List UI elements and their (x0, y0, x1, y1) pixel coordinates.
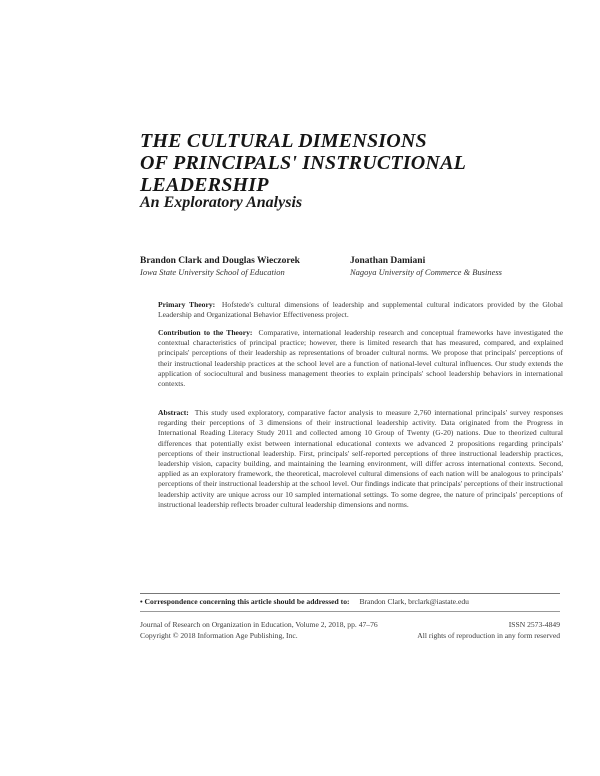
correspondence-email[interactable]: Brandon Clark, brclark@iastate.edu (359, 597, 469, 606)
author-block (140, 255, 340, 278)
author-block (350, 255, 560, 278)
article-title (140, 130, 560, 196)
primary-theory-section (158, 300, 563, 320)
author-name: Jonathan Damiani (350, 256, 426, 266)
contribution-section (158, 328, 563, 389)
title-line: LEADERSHIP (140, 174, 269, 196)
journal-citation: Journal of Research on Organization in Education, Volume 2, 2018, pp. 47–76 (140, 620, 378, 629)
article-subtitle: An Exploratory Analysis (140, 194, 303, 211)
rights-statement: All rights of reproduction in any form reserved (417, 631, 560, 640)
footer-copyright-line (140, 631, 560, 641)
issn: ISSN 2573-4849 (508, 620, 560, 629)
author-affiliation: Nagoya University of Commerce & Business (350, 267, 502, 277)
section-label: Abstract: (158, 408, 189, 417)
footer-journal-line (140, 620, 560, 630)
abstract-section (158, 408, 563, 510)
footnote-divider (140, 593, 560, 594)
section-text: Comparative, international leadership research and conceptual frameworks have investigated the contextual characteristics of principal practice; however, there is limited research that has measured, compared, and explained principals' perceptions of their leadership as representations of broader cultural norms. We propose that principals' perceptions of their instructional leadership practices at the school level are a function of national-level cultural influences. Our study extends the application of sociocultural and business management theories to explain principals' school leadership behaviors in international contexts. (158, 328, 563, 389)
footer-divider (140, 611, 560, 612)
copyright: Copyright © 2018 Information Age Publishing, Inc. (140, 631, 298, 640)
section-text: Hofstede's cultural dimensions of leadership and supplemental cultural indicators provided by the Global Leadership and Organizational Behavior Effectiveness project. (158, 300, 563, 320)
title-line: THE CULTURAL DIMENSIONS (140, 130, 427, 152)
section-text: This study used exploratory, comparative factor analysis to measure 2,760 international principals' survey responses regarding their perceptions of 3 dimensions of their instructional leadership activity. Data originated from the Progress in International Reading Literacy Study 2011 and collected among 10 Group of Twenty (G-20) nations. Due to theorized cultural differences that potentially exist between international educational contexts we advanced 2 propositions regarding principals' perceptions of their instructional leadership. First, principals' self-reported perceptions of three instructional leadership practices, leadership vision, capacity building, and maintaining the learning environment, will differ across international contexts. Second, applied as an exploratory framework, the theoretical, macrolevel cultural dimensions of each nation will be analogous to principals' perceptions of their instructional leadership at the school level. Our findings indicate that principals' perceptions of their instructional leadership activity are unique across our 10 sampled international settings. To some degree, the nature of principals' perceptions of instructional leadership reflects broader cultural leadership dimensions and norms. (158, 408, 563, 509)
title-line: OF PRINCIPALS' INSTRUCTIONAL (140, 152, 467, 174)
correspondence-note (140, 597, 560, 607)
correspondence-label: • Correspondence concerning this article should be addressed to: (140, 597, 350, 606)
author-name: Brandon Clark and Douglas Wieczorek (140, 256, 300, 266)
author-affiliation: Iowa State University School of Education (140, 267, 285, 277)
section-label: Contribution to the Theory: (158, 328, 253, 337)
section-label: Primary Theory: (158, 300, 216, 309)
